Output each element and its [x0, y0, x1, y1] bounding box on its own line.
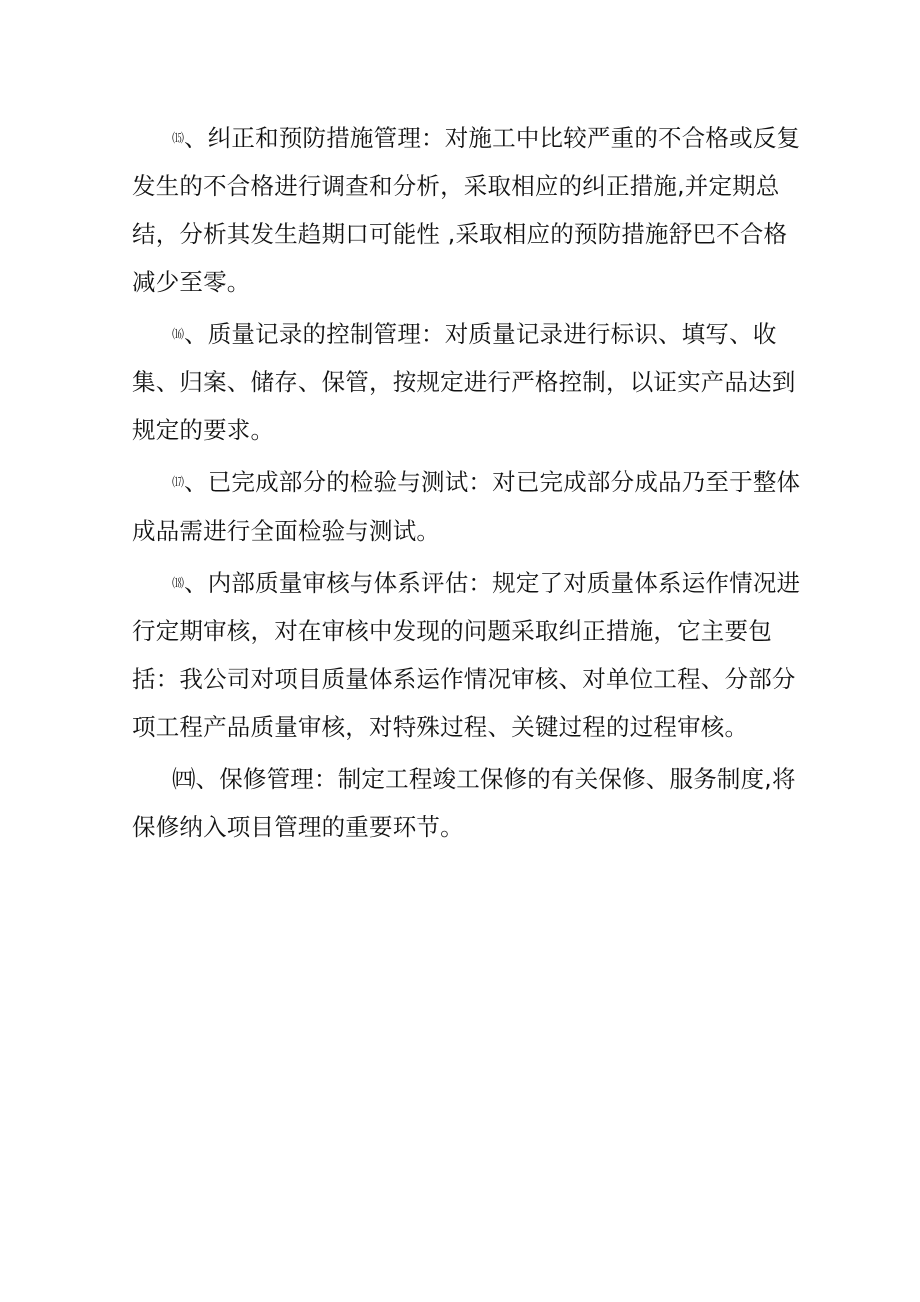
paragraph-corrective-preventive — [132, 114, 804, 306]
item-marker-17: ⒄ — [172, 475, 185, 490]
paragraph-text: 、内部质量审核与体系评估：规定了对质量体系运作情况进行定期审核，对在审核中发现的问题采取纠正措施，它主要包括：我公司对项目质量体系运作情况审核、对单位工程、分部分项工程产品质量审核，对特殊过程、关键过程的过程审核。 — [132, 568, 801, 741]
item-marker-15: ⒂ — [172, 131, 185, 145]
paragraph-text: 、已完成部分的检验与测试：对已完成部分成品乃至于整体成品需进行全面检验与测试。 — [132, 468, 801, 545]
paragraph-warranty-management — [132, 755, 804, 851]
paragraph-text: 、纠正和预防措施管理：对施工中比较严重的不合格或反复发生的不合格进行调查和分析，采取相应的纠正措施,并定期总结，分析其发生趋期口可能性 ,采取相应的预防措施舒巴不合格减少至零。 — [132, 124, 801, 297]
paragraph-quality-records — [132, 310, 804, 454]
paragraph-text: 、质量记录的控制管理：对质量记录进行标识、填写、收集、归案、储存、保管，按规定进行严格控制，以证实产品达到规定的要求。 — [132, 320, 796, 445]
paragraph-internal-audit — [132, 559, 804, 751]
item-marker-16: ⒃ — [172, 327, 185, 342]
paragraph-text: 、保修管理：制定工程竣工保修的有关保修、服务制度,将保修纳入项目管理的重要环节。 — [132, 764, 796, 841]
item-marker-18: ⒅ — [172, 575, 185, 590]
document-body — [132, 114, 804, 855]
paragraph-inspection-testing — [132, 458, 804, 554]
section-marker-4: ㈣ — [172, 764, 196, 793]
